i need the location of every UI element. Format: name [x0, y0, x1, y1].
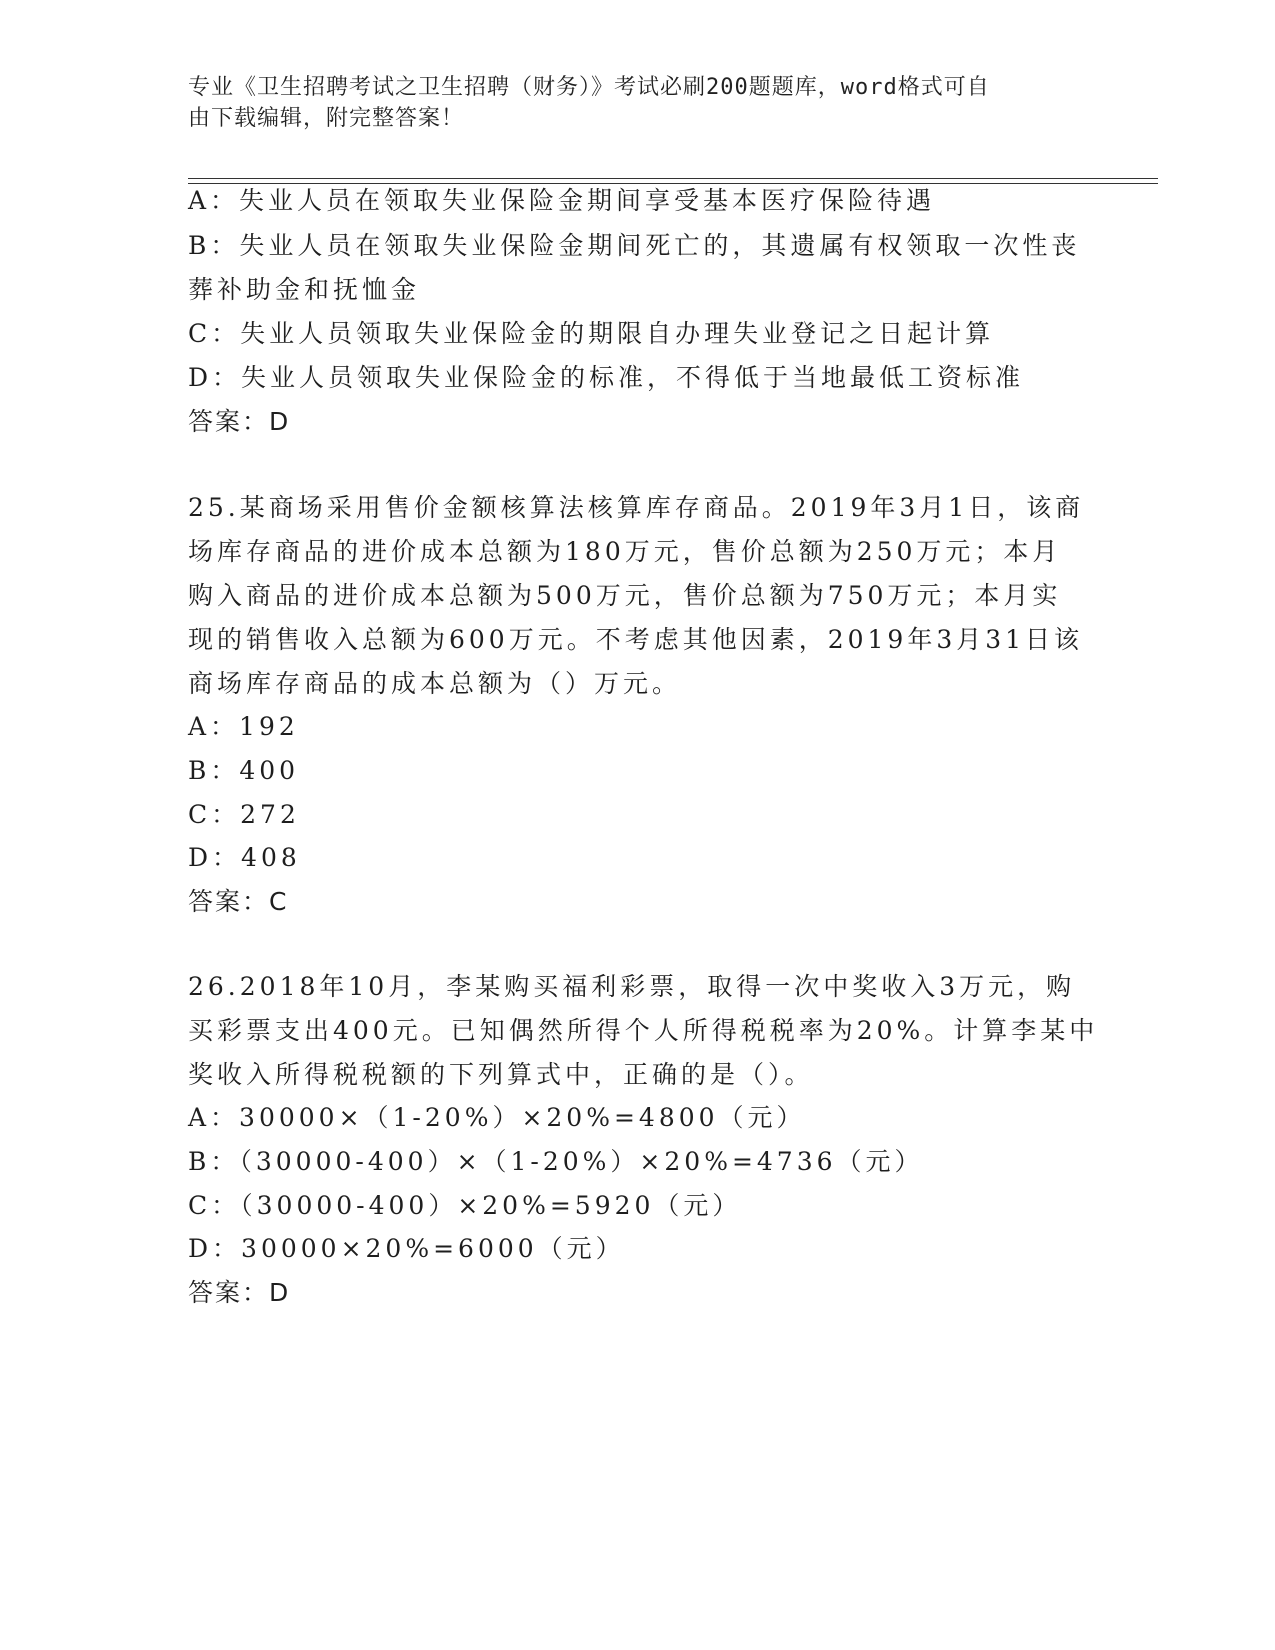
q24-answer: 答案：D	[188, 407, 291, 436]
q24-option-b: B：失业人员在领取失业保险金期间死亡的，其遗属有权领取一次性丧	[188, 231, 1081, 260]
q24-option-c: C：失业人员领取失业保险金的期限自办理失业登记之日起计算	[188, 319, 995, 348]
q25-option-a: A：192	[188, 712, 299, 741]
q24-option-d: D：失业人员领取失业保险金的标准，不得低于当地最低工资标准	[188, 363, 1025, 392]
header-line-1: 专业《卫生招聘考试之卫生招聘（财务）》考试必刷200题题库，word格式可自	[188, 75, 990, 100]
header-line-2: 由下载编辑，附完整答案！	[188, 106, 465, 131]
q25-answer: 答案：C	[188, 887, 289, 916]
q25-stem-line-4: 现的销售收入总额为600万元。不考虑其他因素，2019年3月31日该	[188, 625, 1084, 654]
document-header	[188, 72, 1068, 134]
q26-answer: 答案：D	[188, 1278, 291, 1307]
q24-option-b-continued: 葬补助金和抚恤金	[188, 275, 421, 304]
q26-option-a: A：30000×（1-20%）×20%=4800（元）	[188, 1103, 806, 1132]
q25-stem-line-5: 商场库存商品的成本总额为（）万元。	[188, 669, 682, 698]
q26-option-c: C：（30000-400）×20%=5920（元）	[188, 1191, 742, 1220]
q26-stem-line-2: 买彩票支出400元。已知偶然所得个人所得税税率为20%。计算李某中	[188, 1016, 1099, 1045]
q25-stem-line-1: 25.某商场采用售价金额核算法核算库存商品。2019年3月1日，该商	[188, 493, 1085, 522]
header-divider-bottom	[188, 183, 1158, 184]
q26-stem-line-3: 奖收入所得税税额的下列算式中，正确的是（）。	[188, 1060, 814, 1089]
q25-option-b: B：400	[188, 756, 300, 785]
q24-option-a: A：失业人员在领取失业保险金期间享受基本医疗保险待遇	[188, 186, 936, 215]
q26-stem-line-1: 26.2018年10月，李某购买福利彩票，取得一次中奖收入3万元，购	[188, 972, 1076, 1001]
q26-option-b: B：（30000-400）×（1-20%）×20%=4736（元）	[188, 1147, 924, 1176]
q25-option-c: C：272	[188, 800, 300, 829]
q25-stem-line-3: 购入商品的进价成本总额为500万元，售价总额为750万元；本月实	[188, 581, 1062, 610]
q25-option-d: D：408	[188, 843, 301, 872]
q25-stem-line-2: 场库存商品的进价成本总额为180万元，售价总额为250万元；本月	[188, 537, 1062, 566]
q26-option-d: D：30000×20%=6000（元）	[188, 1234, 625, 1263]
header-divider-top	[188, 178, 1158, 179]
